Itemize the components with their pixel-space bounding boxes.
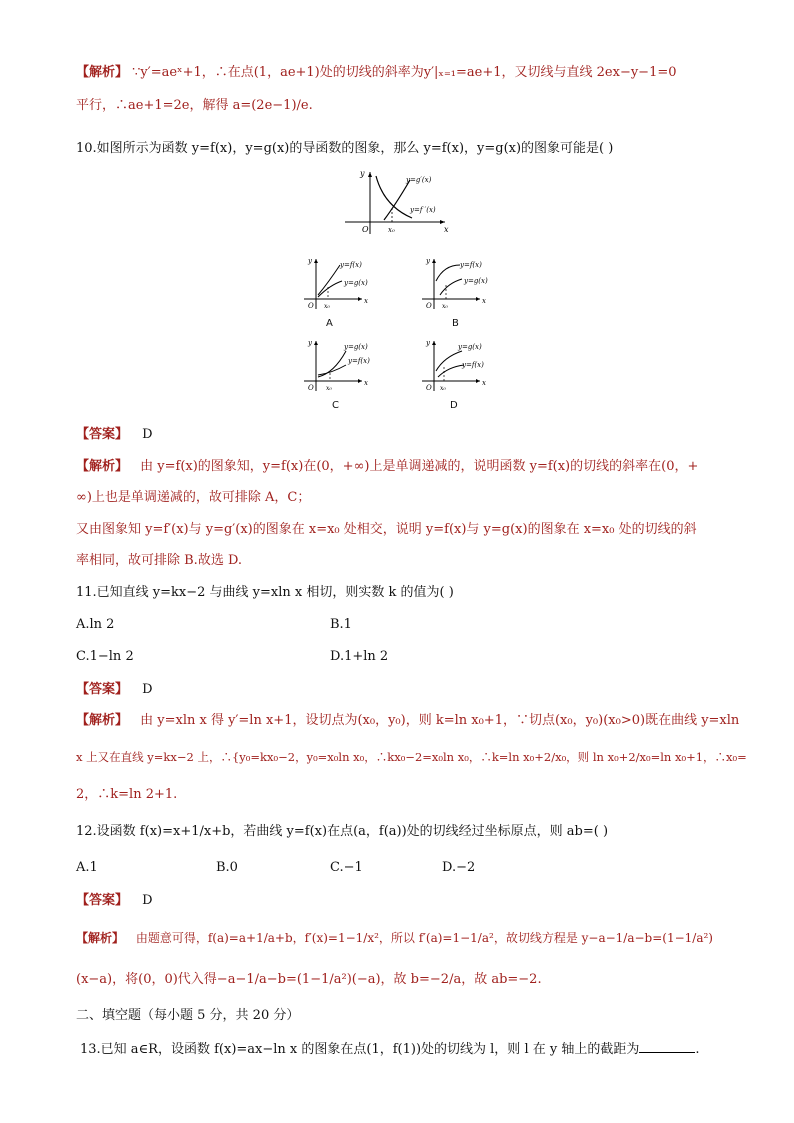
q10-option-a-figure: [300, 255, 380, 313]
q11-option-a: A.ln 2: [76, 617, 115, 632]
analysis-tag: 【解析】: [76, 931, 125, 945]
main-fig-curve2-label: y=f ′(x): [410, 206, 436, 214]
q12-answer-value: D: [142, 893, 153, 908]
opt-a-top-label: y=f(x): [340, 261, 362, 269]
q10-analysis-line2: ∞)上也是单调递减的，故可排除 A，C；: [76, 490, 311, 505]
q10-analysis-line3: 又由图象知 y=f′(x)与 y=g′(x)的图象在 x=x₀ 处相交，说明 y=f(x)与 y=g(x)的图象在 x=x₀ 处的切线的斜: [76, 522, 697, 537]
main-fig-origin: O: [362, 225, 369, 234]
opt-b-top-label: y=f(x): [460, 261, 482, 269]
q11-option-d: D.1+ln 2: [330, 649, 389, 664]
q11-option-b: B.1: [330, 617, 352, 632]
main-fig-curve1-label: y=g′(x): [406, 176, 432, 184]
q10-option-d-figure: [418, 337, 498, 395]
opt-a-x0: x₀: [324, 303, 330, 310]
opt-c-y: y: [308, 339, 312, 347]
opt-d-bottom-label: y=f(x): [462, 361, 484, 369]
q12-option-d: D.−2: [442, 860, 476, 875]
q11-analysis-line1: [76, 712, 739, 730]
q10-main-figure: [340, 168, 450, 238]
analysis-tag: 【解析】: [76, 65, 129, 80]
q12-analysis-line2: (x−a)，将(0，0)代入得−a−1/a−b=(1−1/a²)(−a)，故 b=−2/a，故 ab=−2.: [76, 972, 542, 987]
section-heading: 二、填空题（每小题 5 分，共 20 分）: [76, 1008, 300, 1023]
q10-analysis-text1: 由 y=f(x)的图象知，y=f(x)在(0，+∞)上是单调递减的，说明函数 y=f(x)的切线的斜率在(0，+: [140, 459, 699, 474]
answer-tag: 【答案】: [76, 682, 129, 697]
opt-d-caption: D: [450, 400, 458, 411]
opt-b-x: x: [482, 297, 486, 305]
opt-a-origin: O: [308, 302, 314, 310]
q12-answer: [76, 892, 153, 910]
opt-a-caption: A: [326, 318, 333, 329]
q11-analysis-line3: 2，∴k=ln 2+1.: [76, 787, 178, 802]
prev-analysis-text1: ∵y′=aeˣ+1，∴在点(1，ae+1)处的切线的斜率为y′|ₓ₌₁=ae+1，又切线与直线 2ex−y−1=0: [132, 65, 677, 80]
opt-a-bottom-label: y=g(x): [344, 279, 368, 287]
q12-option-b: B.0: [216, 860, 238, 875]
opt-c-x0: x₀: [326, 385, 332, 392]
q11-analysis-text1: 由 y=xln x 得 y′=ln x+1，设切点为(x₀，y₀)，则 k=ln x₀+1，∵切点(x₀，y₀)(x₀>0)既在曲线 y=xln: [140, 713, 740, 728]
q12-analysis-line1: [76, 929, 713, 947]
q13-stem-text: 13.已知 a∈R，设函数 f(x)=ax−ln x 的图象在点(1，f(1))处的切线为 l，则 l 在 y 轴上的截距为: [80, 1042, 640, 1057]
answer-tag: 【答案】: [76, 893, 129, 908]
q12-option-c: C.−1: [330, 860, 363, 875]
q10-stem: 10.如图所示为函数 y=f(x)，y=g(x)的导函数的图象，那么 y=f(x)，y=g(x)的图象可能是( ): [76, 141, 614, 156]
q10-answer-value: D: [142, 427, 153, 442]
opt-d-x0: x₀: [440, 385, 446, 392]
q10-analysis-line1: [76, 458, 698, 476]
main-fig-x: x: [444, 225, 449, 234]
q10-analysis-line4: 率相同，故可排除 B.故选 D.: [76, 553, 243, 568]
q10-answer: [76, 426, 153, 444]
q13-answer-blank[interactable]: [639, 1040, 695, 1053]
q12-option-a: A.1: [76, 860, 98, 875]
q11-answer: [76, 681, 153, 699]
q13-stem-end: .: [695, 1042, 700, 1057]
prev-analysis-line2: 平行，∴ae+1=2e，解得 a=(2e−1)/e.: [76, 98, 313, 113]
opt-b-x0: x₀: [442, 303, 448, 310]
analysis-tag: 【解析】: [76, 713, 129, 728]
q10-option-b-figure: [418, 255, 498, 313]
opt-c-x: x: [364, 379, 368, 387]
opt-c-origin: O: [308, 384, 314, 392]
opt-a-y: y: [308, 257, 312, 265]
opt-d-x: x: [482, 379, 486, 387]
opt-a-x: x: [364, 297, 368, 305]
opt-b-bottom-label: y=g(x): [464, 277, 488, 285]
q11-answer-value: D: [142, 682, 153, 697]
q13-stem: [80, 1040, 699, 1059]
opt-c-caption: C: [332, 400, 339, 411]
opt-c-top-label: y=g(x): [344, 343, 368, 351]
main-fig-y: y: [360, 169, 365, 178]
analysis-tag: 【解析】: [76, 459, 129, 474]
q11-option-c: C.1−ln 2: [76, 649, 134, 664]
q10-option-c-figure: [300, 337, 380, 395]
q12-analysis-text1: 由题意可得，f(a)=a+1/a+b，f′(x)=1−1/x²，所以 f′(a)=1−1/a²，故切线方程是 y−a−1/a−b=(1−1/a²): [135, 931, 713, 945]
opt-c-bottom-label: y=f(x): [348, 357, 370, 365]
q11-stem: 11.已知直线 y=kx−2 与曲线 y=xln x 相切，则实数 k 的值为( ): [76, 585, 454, 600]
opt-d-origin: O: [426, 384, 432, 392]
prev-analysis-line1: [76, 64, 677, 82]
opt-d-top-label: y=g(x): [458, 343, 482, 351]
answer-tag: 【答案】: [76, 427, 129, 442]
opt-d-y: y: [426, 339, 430, 347]
main-fig-x0: x₀: [388, 226, 395, 234]
opt-b-origin: O: [426, 302, 432, 310]
opt-b-y: y: [426, 257, 430, 265]
q11-analysis-line2: x 上又在直线 y=kx−2 上，∴{y₀=kx₀−2，y₀=x₀ln x₀，∴kx₀−2=x₀ln x₀，∴k=ln x₀+2/x₀，则 ln x₀+2/x₀=ln x₀+1，∴x₀=: [76, 750, 747, 764]
q12-stem: 12.设函数 f(x)=x+1/x+b，若曲线 y=f(x)在点(a，f(a))处的切线经过坐标原点，则 ab=( ): [76, 824, 609, 839]
opt-b-caption: B: [452, 318, 459, 329]
